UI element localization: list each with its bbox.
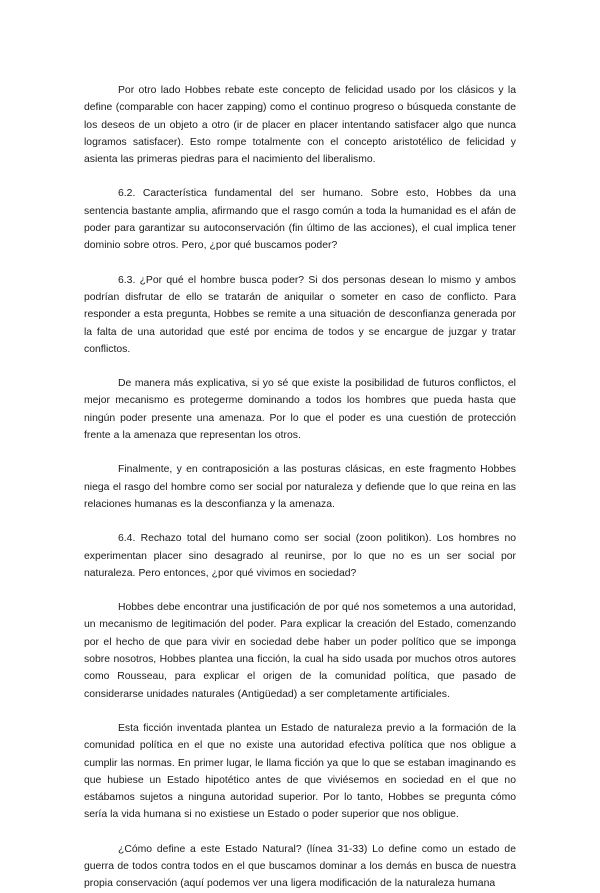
paragraph-6-2: 6.2. Característica fundamental del ser humano. Sobre esto, Hobbes da una sentencia bastante amplia, afirmando que el rasgo común a toda la humanidad es el afán de poder para garantizar su autoconservación (fin último de las acciones), el cual implica tener dominio sobre otros. Pero, ¿por qué buscamos poder? xyxy=(84,188,516,252)
paragraph-ficcion: Esta ficción inventada plantea un Estado de naturaleza previo a la formación de la comunidad política en el que no existe una autoridad efectiva política que nos obligue a cumplir las normas. En primer lugar, le llama ficción ya que lo que se estaban imaginando es que hubiese un Estado hipotético antes de que viviésemos en sociedad en el que no estábamos sujetos a ninguna autoridad superior. Por lo tanto, Hobbes se pregunta cómo sería la vida humana si no existiese un Estado o poder superior que nos obligue. xyxy=(84,722,516,821)
paragraph-estado-natural: ¿Cómo define a este Estado Natural? (línea 31-33) Lo define como un estado de guerra de todos contra todos en el que buscamos dominar a los demás en busca de nuestra propia conservación (aquí podemos ver una ligera modificación de la naturaleza humana xyxy=(84,843,516,890)
paragraph-legitimacion: Hobbes debe encontrar una justificación de por qué nos sometemos a una autoridad, un mecanismo de legitimación del poder. Para explicar la creación del Estado, comenzando por el hecho de que para vivir en sociedad debe haber un poder político que se imponga sobre nosotros, Hobbes plantea una ficción, la cual ha sido usada por muchos otros autores como Rousseau, para explicar el origen de la comunidad política, que pasado de considerarse unidades naturales (Antigüedad) a ser completamente artificiales. xyxy=(84,602,516,700)
paragraph-6-3: 6.3. ¿Por qué el hombre busca poder? Si dos personas desean lo mismo y ambos podrían disfrutar de ello se tratarán de aniquilar o someter en caso de conflicto. Para responder a esta pregunta, Hobbes se remite a una situación de desconfianza generada por la falta de una autoridad que esté por encima de todos y se encargue de juzgar y tratar conflictos. xyxy=(84,274,516,355)
paragraph-explicativa: De manera más explicativa, si yo sé que existe la posibilidad de futuros conflictos, el mejor mecanismo es protegerme dominando a todos los hombres que pueda hasta que ningún poder presente una amenaza. Por lo que el poder es una cuestión de protección frente a la amenaza que representan los otros. xyxy=(84,378,516,442)
paragraph-6-4: 6.4. Rechazo total del humano como ser social (zoon politikon). Los hombres no experimentan placer sino desagrado al reunirse, por lo que no es un ser social por naturaleza. Pero entonces, ¿por qué vivimos en sociedad? xyxy=(84,533,516,579)
paragraph-finalmente: Finalmente, y en contraposición a las posturas clásicas, en este fragmento Hobbes niega el rasgo del hombre como ser social por naturaleza y defiende que lo que reina en las relaciones humanas es la desconfianza y la amenaza. xyxy=(84,464,516,510)
paragraph-felicidad: Por otro lado Hobbes rebate este concepto de felicidad usado por los clásicos y la define (comparable con hacer zapping) como el continuo progreso o búsqueda constante de los deseos de un objeto a otro (ir de placer en placer intentando satisfacer algo que nunca logramos satisfacer). Esto rompe totalmente con el concepto aristotélico de felicidad y asienta las primeras piedras para el nacimiento del liberalismo. xyxy=(84,85,516,166)
